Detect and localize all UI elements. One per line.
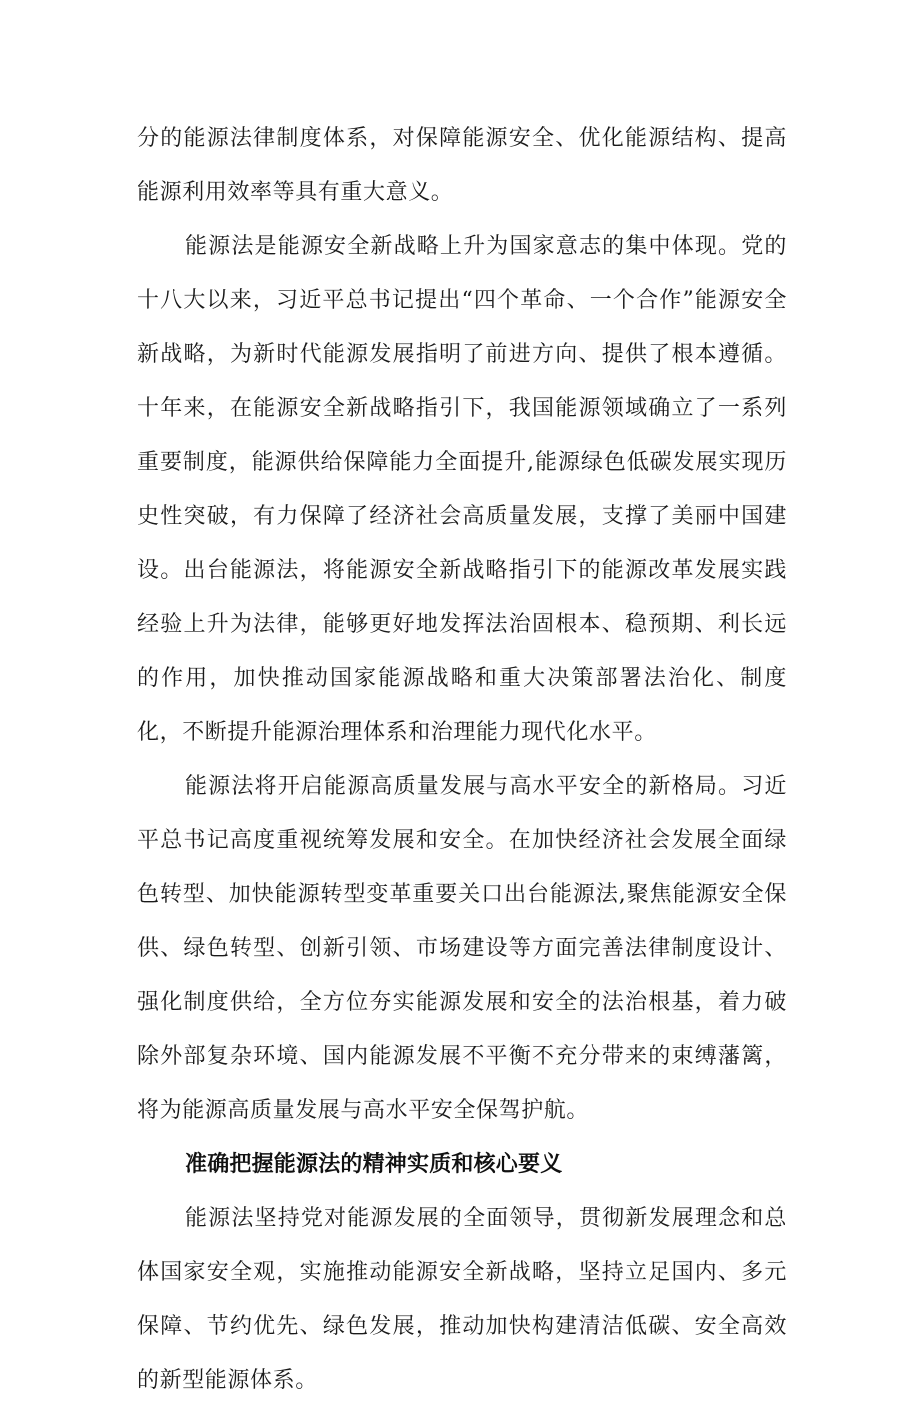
- section-heading: 准确把握能源法的精神实质和核心要义: [185, 1152, 563, 1177]
- document-body: [137, 112, 787, 1408]
- paragraph-strategy: 能源法是能源安全新战略上升为国家意志的集中体现。党的十八大以来，习近平总书记提出“四个革命、一个合作”能源安全新战略，为新时代能源发展指明了前进方向、提供了根本遵循。十年来，在能源安全新战略指引下，我国能源领域确立了一系列重要制度，能源供给保障能力全面提升,能源绿色低碳发展实现历史性突破，有力保障了经济社会高质量发展，支撑了美丽中国建设。出台能源法，将能源安全新战略指引下的能源改革发展实践经验上升为法律，能够更好地发挥法治固根本、稳预期、利长远的作用，加快推动国家能源战略和重大决策部署法治化、制度化，不断提升能源治理体系和治理能力现代化水平。: [137, 234, 787, 745]
- paragraph-essence: 能源法坚持党对能源发展的全面领导，贯彻新发展理念和总体国家安全观，实施推动能源安全新战略，坚持立足国内、多元保障、节约优先、绿色发展，推动加快构建清洁低碳、安全高效的新型能源体系。: [137, 1206, 787, 1393]
- paragraph-continuation: 分的能源法律制度体系，对保障能源安全、优化能源结构、提高能源利用效率等具有重大意义。: [137, 126, 787, 205]
- paragraph-new-pattern: 能源法将开启能源高质量发展与高水平安全的新格局。习近平总书记高度重视统筹发展和安全。在加快经济社会发展全面绿色转型、加快能源转型变革重要关口出台能源法,聚焦能源安全保供、绿色转型、创新引领、市场建设等方面完善法律制度设计、强化制度供给，全方位夯实能源发展和安全的法治根基，着力破除外部复杂环境、国内能源发展不平衡不充分带来的束缚藩篱，将为能源高质量发展与高水平安全保驾护航。: [137, 774, 787, 1123]
